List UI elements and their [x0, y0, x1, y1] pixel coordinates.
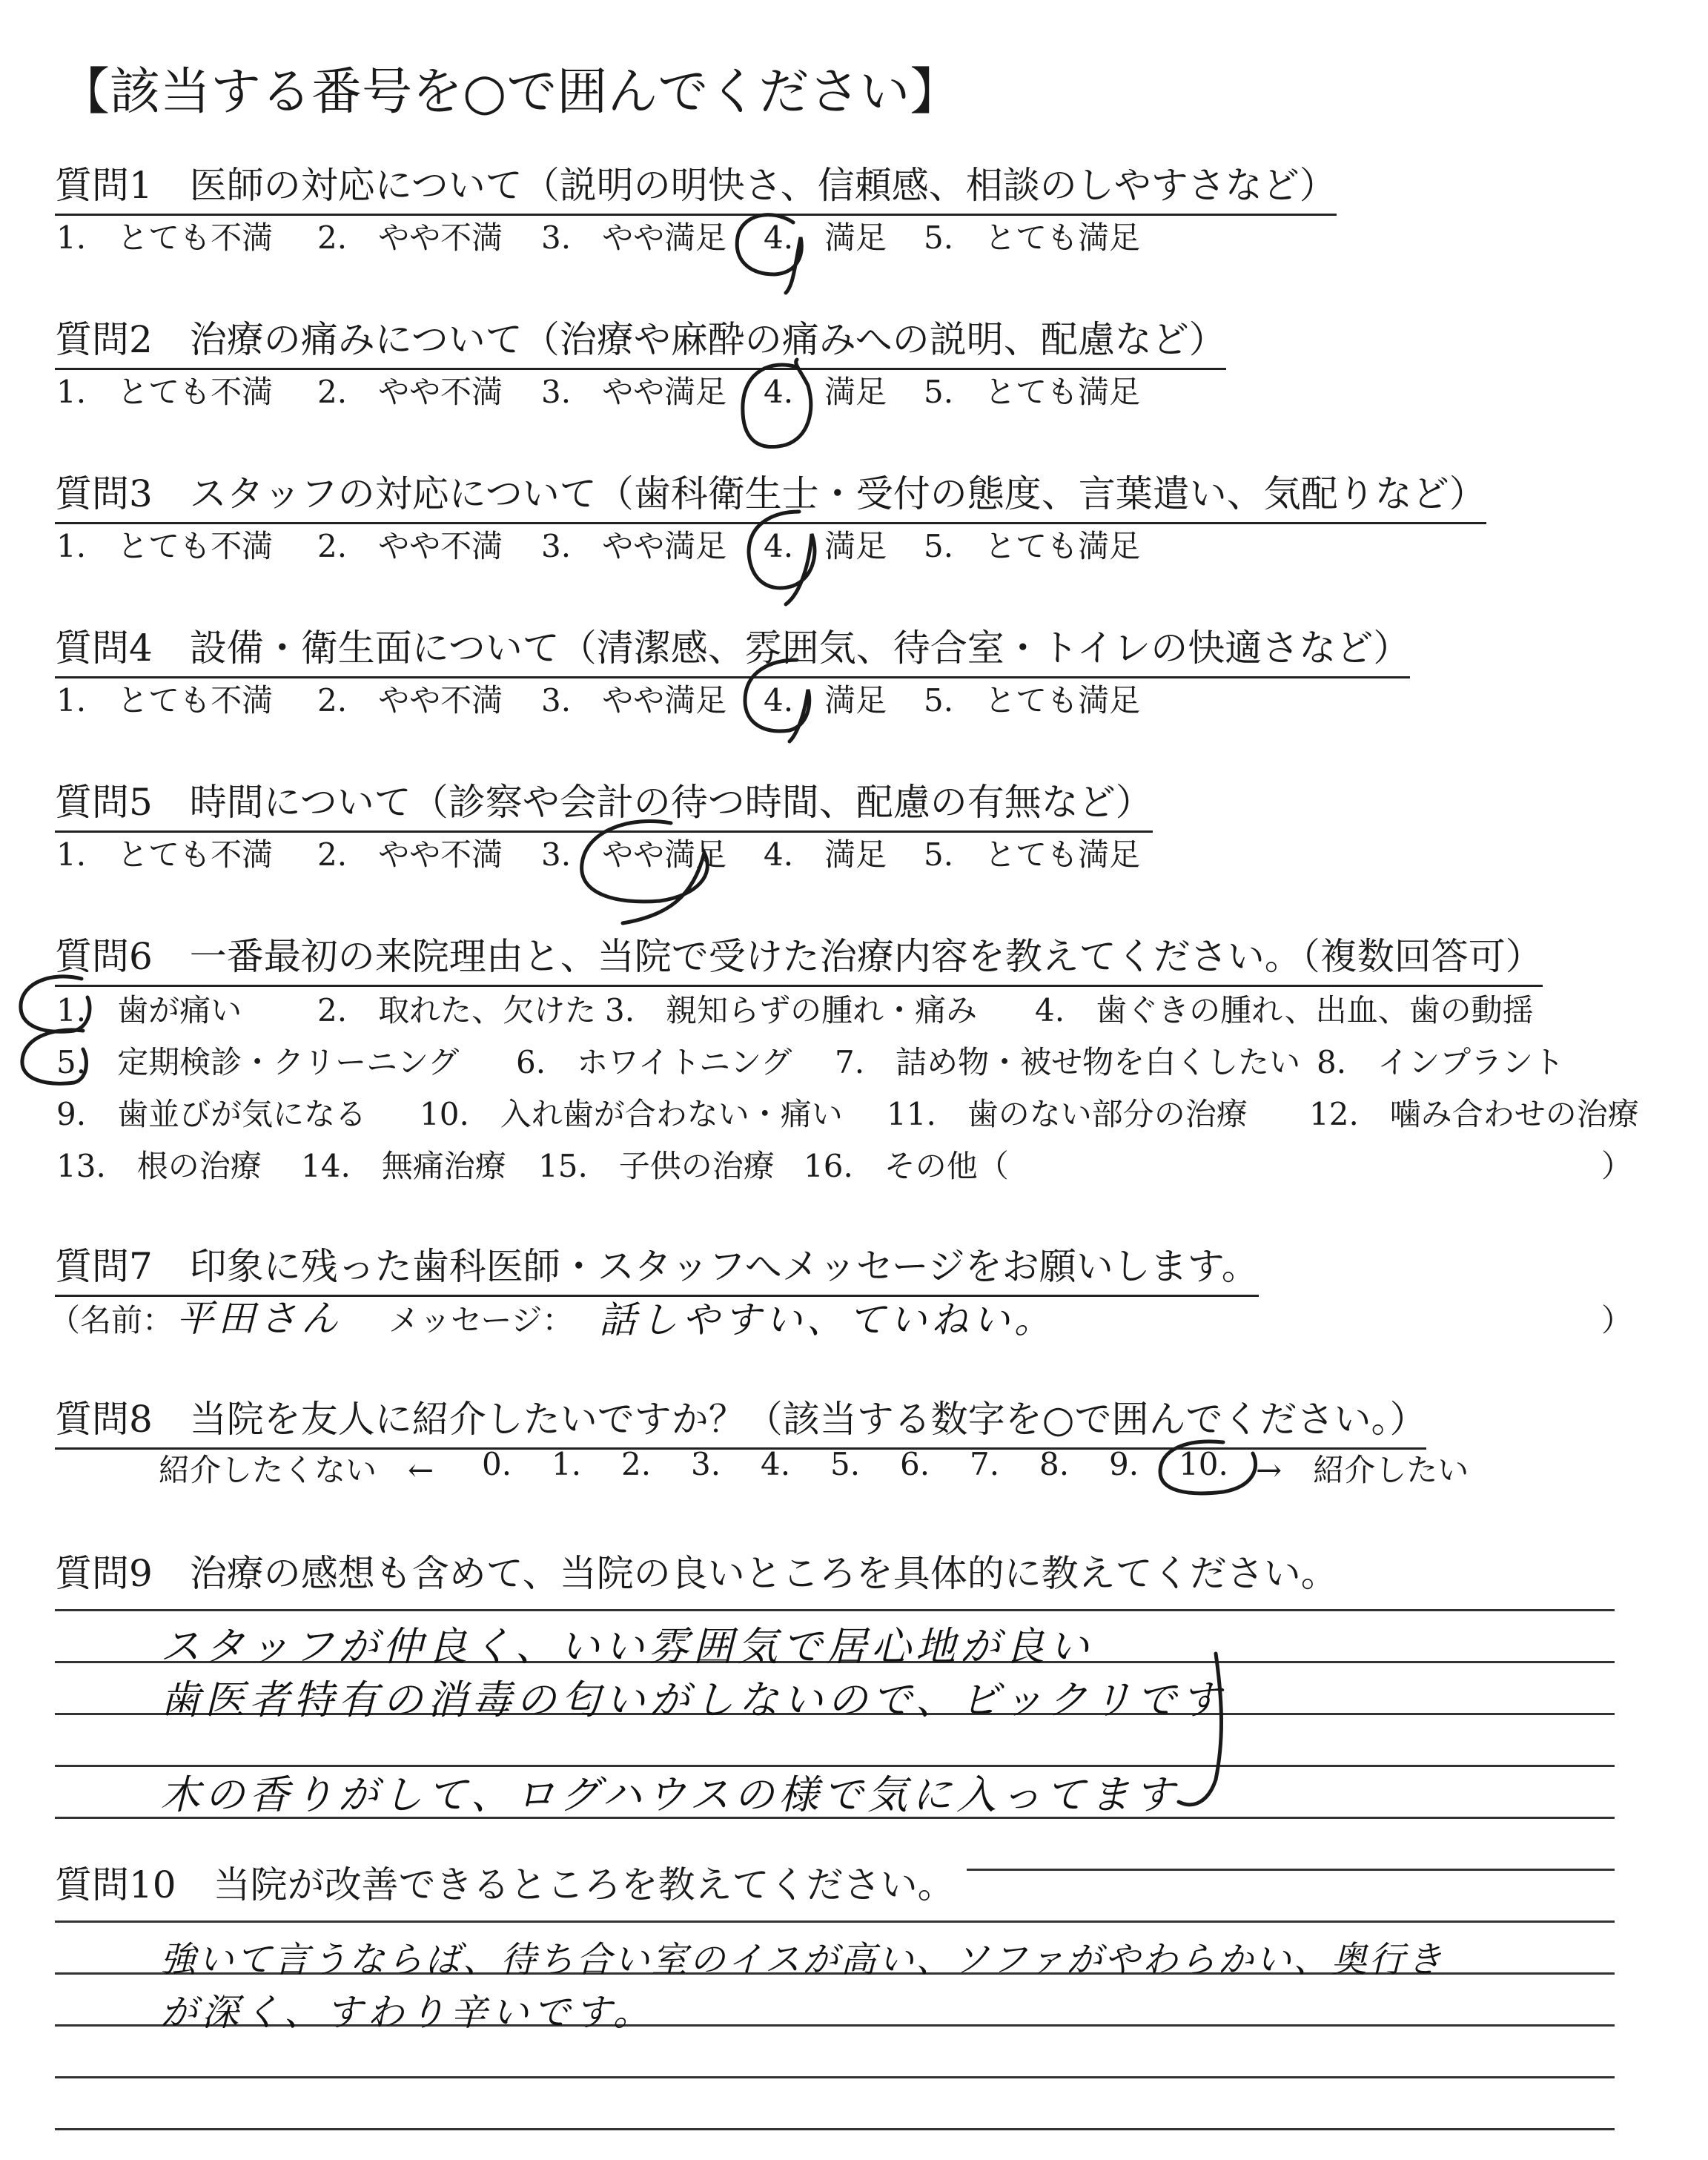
- q7-message-label: メッセージ：: [388, 1302, 574, 1338]
- question-6-title: 質問6 一番最初の来院理由と、当院で受けた治療内容を教えてください。（複数回答可）: [55, 927, 1543, 987]
- q6-option-11[interactable]: 11. 歯のない部分の治療: [887, 1096, 1248, 1132]
- q8-left-label: 紹介したくない ←: [159, 1452, 434, 1488]
- q7-name-handwritten: 平田さん: [176, 1297, 342, 1340]
- q6-option-1[interactable]: 1. 歯が痛い: [56, 992, 242, 1028]
- q6-other-close-paren: ）: [1601, 1148, 1633, 1184]
- q3-option-5[interactable]: 5. とても満足: [924, 528, 1141, 564]
- q5-option-4[interactable]: 4. 満足: [764, 836, 887, 873]
- question-3-title: 質問3 スタッフの対応について（歯科衛生士・受付の態度、言葉遣い、気配りなど）: [55, 464, 1486, 524]
- q2-option-2[interactable]: 2. やや不満: [317, 374, 503, 410]
- q10-answer-line-1: 強いて言うならば、待ち合い室のイスが高い、ソファがやわらかい、奥行き: [160, 1939, 1445, 1981]
- q2-option-4[interactable]: 4. 満足: [764, 374, 887, 410]
- q2-option-5[interactable]: 5. とても満足: [924, 374, 1141, 410]
- q9-answer-line-2: 歯医者特有の消毒の匂いがしないので、ビックリです: [160, 1677, 1225, 1723]
- q6-option-9[interactable]: 9. 歯並びが気になる: [56, 1096, 367, 1132]
- q5-option-5[interactable]: 5. とても満足: [924, 836, 1141, 873]
- q6-option-5[interactable]: 5. 定期検診・クリーニング: [56, 1044, 460, 1080]
- q10-rule-line: [55, 2076, 1615, 2078]
- q3-option-3[interactable]: 3. やや満足: [541, 528, 727, 564]
- q6-option-3[interactable]: 3. 親知らずの腫れ・痛み: [605, 992, 978, 1028]
- q2-option-3[interactable]: 3. やや満足: [541, 374, 727, 410]
- q4-option-1[interactable]: 1. とても不満: [56, 682, 274, 719]
- question-4-title: 質問4 設備・衛生面について（清潔感、雰囲気、待合室・トイレの快適さなど）: [55, 618, 1410, 678]
- q6-option-2[interactable]: 2. 取れた、欠けた: [317, 992, 597, 1028]
- q1-option-2[interactable]: 2. やや不満: [317, 219, 503, 256]
- q9-rule-line: [55, 1609, 1615, 1611]
- q6-option-13[interactable]: 13. 根の治療: [56, 1148, 262, 1184]
- q8-option-9[interactable]: 9.: [1109, 1446, 1139, 1482]
- q1-option-5[interactable]: 5. とても満足: [924, 219, 1141, 256]
- q4-option-5[interactable]: 5. とても満足: [924, 682, 1141, 719]
- q4-option-4[interactable]: 4. 満足: [764, 682, 887, 719]
- q3-option-1[interactable]: 1. とても不満: [56, 528, 274, 564]
- q3-option-4[interactable]: 4. 満足: [764, 528, 887, 564]
- q6-option-14[interactable]: 14. 無痛治療: [301, 1148, 506, 1184]
- q8-option-3[interactable]: 3.: [691, 1446, 721, 1482]
- q8-option-1[interactable]: 1.: [552, 1446, 582, 1482]
- q8-option-8[interactable]: 8.: [1039, 1446, 1070, 1482]
- q7-message-handwritten: 話しやすい、ていねい。: [599, 1298, 1056, 1341]
- question-7-title: 質問7 印象に残った歯科医師・スタッフへメッセージをお願いします。: [55, 1237, 1259, 1297]
- question-2-title: 質問2 治療の痛みについて（治療や麻酔の痛みへの説明、配慮など）: [55, 310, 1226, 370]
- q1-option-3[interactable]: 3. やや満足: [541, 219, 727, 256]
- q8-right-label: → 紹介したい: [1256, 1452, 1469, 1488]
- q7-name-label: （名前：: [49, 1302, 174, 1338]
- q10-rule-line: [55, 1920, 1615, 1923]
- q6-option-16[interactable]: 16. その他（: [804, 1148, 1009, 1184]
- q8-option-7[interactable]: 7.: [970, 1446, 1000, 1482]
- q3-option-2[interactable]: 2. やや不満: [317, 528, 503, 564]
- q5-option-2[interactable]: 2. やや不満: [317, 836, 503, 873]
- q6-option-8[interactable]: 8. インプラント: [1317, 1044, 1565, 1080]
- q8-option-2[interactable]: 2.: [621, 1446, 652, 1482]
- q2-option-1[interactable]: 1. とても不満: [56, 374, 274, 410]
- q10-rule-line: [55, 2128, 1615, 2130]
- q8-option-5[interactable]: 5.: [830, 1446, 861, 1482]
- q6-option-10[interactable]: 10. 入れ歯が合わない・痛い: [420, 1096, 843, 1132]
- question-9-title: 質問9 治療の感想も含めて、当院の良いところを具体的に教えてください。: [55, 1552, 1338, 1595]
- q6-option-15[interactable]: 15. 子供の治療: [538, 1148, 775, 1184]
- q7-close-paren: ）: [1601, 1302, 1633, 1338]
- question-10-title: 質問10 当院が改善できるところを教えてください。: [55, 1855, 967, 1909]
- question-1-title: 質問1 医師の対応について（説明の明快さ、信頼感、相談のしやすさなど）: [55, 156, 1337, 216]
- q9-answer-line-3: 木の香りがして、ログハウスの様で気に入ってます: [160, 1771, 1179, 1818]
- question-5-title: 質問5 時間について（診察や会計の待つ時間、配慮の有無など）: [55, 773, 1153, 833]
- q1-option-1[interactable]: 1. とても不満: [56, 219, 274, 256]
- q6-option-4[interactable]: 4. 歯ぐきの腫れ、出血、歯の動揺: [1035, 992, 1534, 1028]
- q5-option-3[interactable]: 3. やや満足: [541, 836, 727, 873]
- page-heading: 【該当する番号を○で囲んでください】: [59, 63, 961, 122]
- q6-option-12[interactable]: 12. 噛み合わせの治療: [1309, 1096, 1639, 1132]
- q8-option-4[interactable]: 4.: [761, 1446, 791, 1482]
- q6-option-7[interactable]: 7. 詰め物・被せ物を白くしたい: [835, 1044, 1301, 1080]
- q8-option-0[interactable]: 0.: [482, 1446, 512, 1482]
- q5-option-1[interactable]: 1. とても不満: [56, 836, 274, 873]
- q4-option-2[interactable]: 2. やや不満: [317, 682, 503, 719]
- q8-option-6[interactable]: 6.: [900, 1446, 930, 1482]
- q4-option-3[interactable]: 3. やや満足: [541, 682, 727, 719]
- q1-option-4[interactable]: 4. 満足: [764, 219, 887, 256]
- q6-option-6[interactable]: 6. ホワイトニング: [516, 1044, 792, 1080]
- q8-option-10[interactable]: 10.: [1179, 1446, 1228, 1482]
- q9-answer-line-1: スタッフが仲良く、いい雰囲気で居心地が良い: [160, 1623, 1093, 1670]
- question-8-title: 質問8 当院を友人に紹介したいですか？（該当する数字を○で囲んでください。）: [55, 1390, 1426, 1450]
- q10-answer-line-2: が深く、すわり辛いです。: [160, 1991, 655, 2034]
